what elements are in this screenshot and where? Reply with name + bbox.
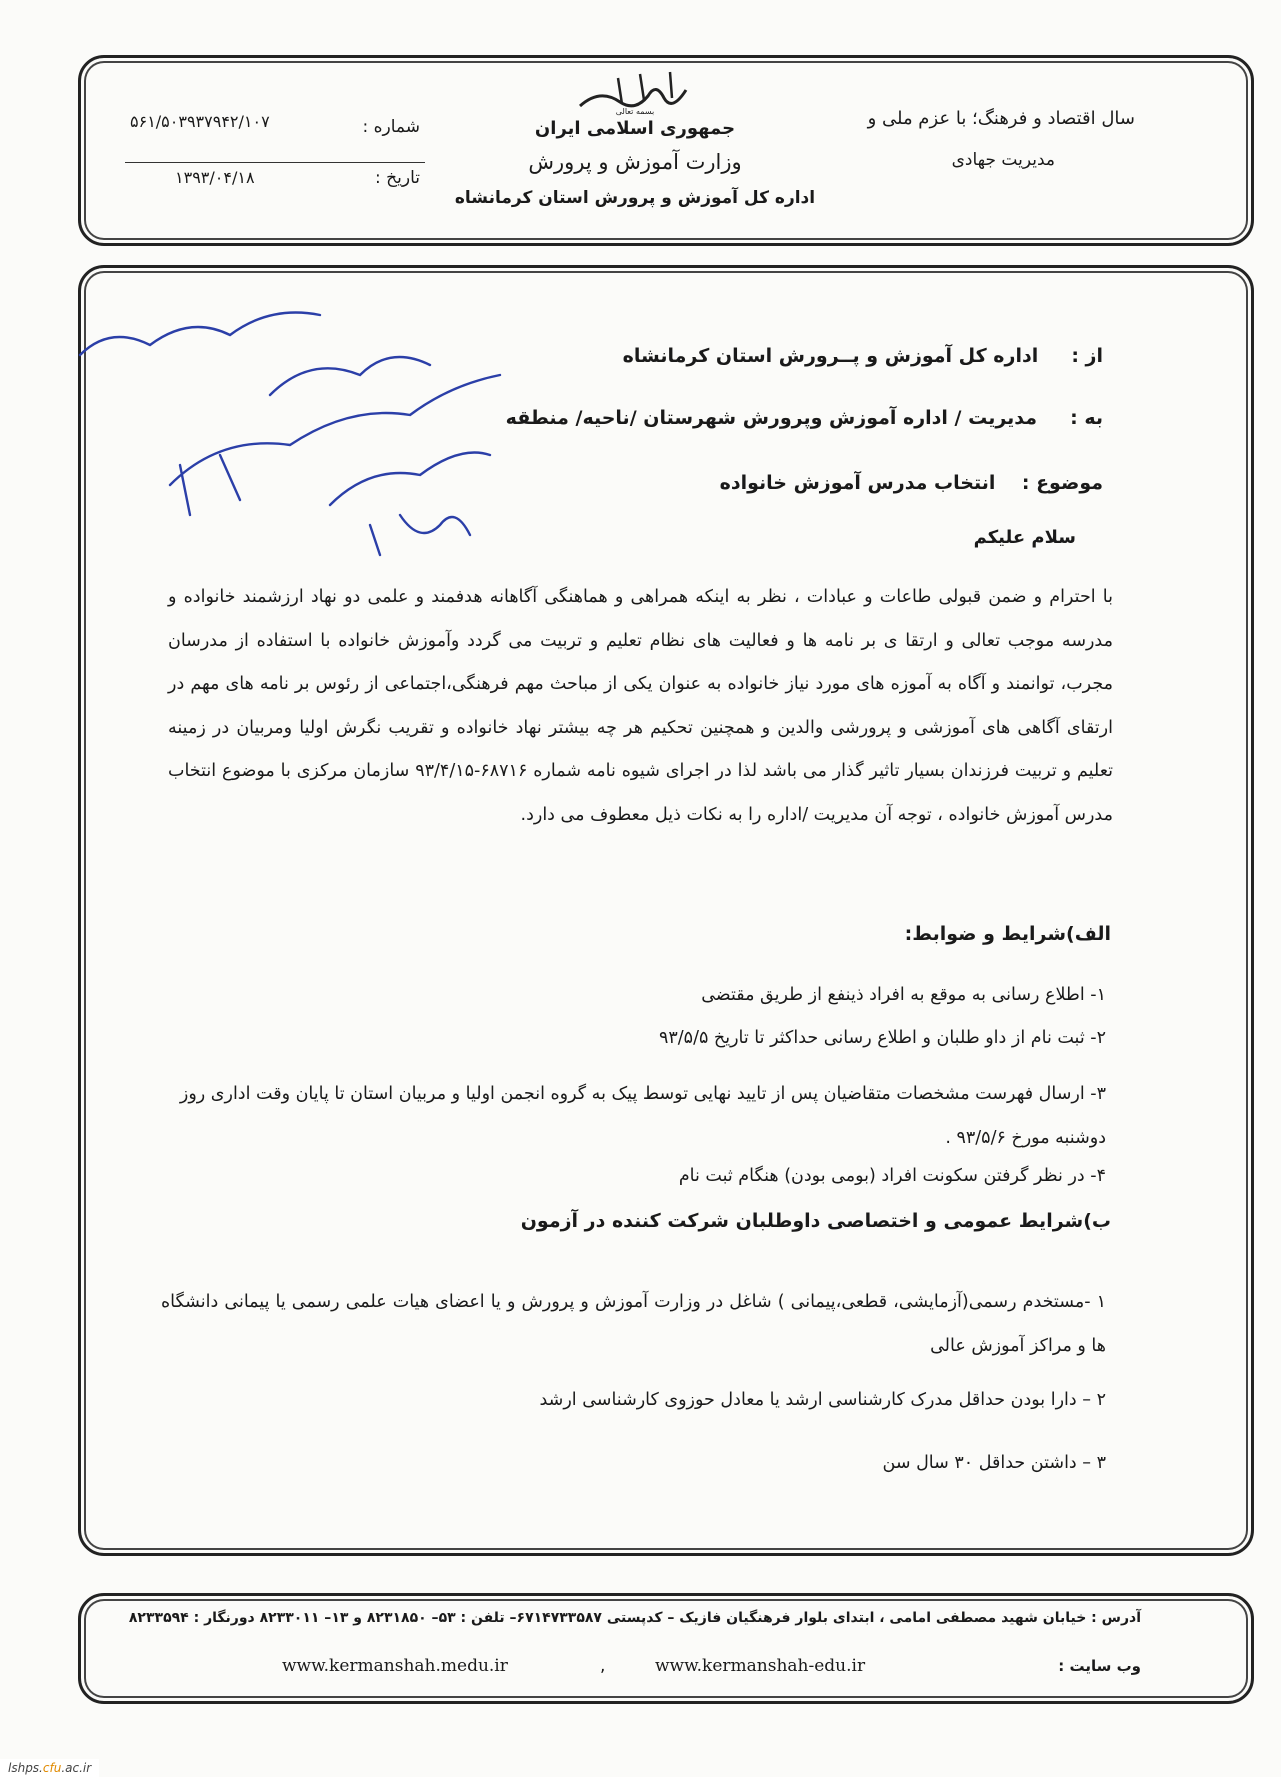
handwritten-referral-note [70, 285, 540, 585]
letter-number-label: شماره : [362, 117, 420, 137]
section-b-item: ۱ -مستخدم رسمی(آزمایشی، قطعی،پیمانی ) شاغل در وزارت آموزش و پرورش و یا اعضای هیات علمی رسمی یا پیمانی دانشگاه ها و مراکز آموزش عالی [161, 1292, 1106, 1356]
letter-date-label: تاریخ : [375, 168, 420, 188]
section-a-title: الف)شرایط و ضوابط: [904, 923, 1111, 945]
bismillah-calligraphy [560, 68, 710, 118]
handwriting-line1 [70, 325, 110, 351]
ministry-title: وزارت آموزش و پرورش [528, 150, 742, 174]
subject-value: انتخاب مدرس آموزش خانواده [719, 472, 996, 494]
republic-title: جمهوری اسلامی ایران [534, 118, 736, 139]
website-separator: , [600, 1656, 606, 1676]
subject-label: موضوع : [1021, 472, 1103, 494]
number-divider [125, 162, 425, 163]
bismillah-text: بسمه تعالی [615, 107, 655, 116]
watermark-prefix: lshps. [8, 1761, 43, 1775]
office-title: اداره کل آموزش و پرورش استان کرمانشاه [454, 188, 816, 208]
from-value: اداره کل آموزش و پــرورش استان کرمانشاه [622, 345, 1039, 367]
watermark-highlight: cfu [42, 1761, 62, 1775]
letter-date-value: ۱۳۹۳/۰۴/۱۸ [175, 168, 255, 187]
section-b-item: ۳ – داشتن حداقل ۳۰ سال سن [882, 1453, 1106, 1473]
to-row [403, 407, 1103, 429]
footer-address: آدرس : خیابان شهید مصطفی امامی ، ابتدای بلوار فرهنگیان فازیک – کدپستی ۶۷۱۴۷۳۳۵۸۷– تلفن : ۵۳– ۸۲۳۱۸۵۰ و ۱۳– ۸۲۳۳۰۱۱ دورنگار : ۸۲۳۳۵۹۴ [128, 1610, 1141, 1626]
website-label: وب سایت : [1058, 1657, 1141, 1675]
greeting: سلام علیکم [973, 527, 1076, 548]
year-slogan-line1: سال اقتصاد و فرهنگ؛ با عزم ملی و [867, 108, 1135, 129]
section-a-item: ۱- اطلاع رسانی به موقع به افراد ذینفع از طریق مقتضی [701, 985, 1106, 1005]
website-link-1[interactable]: www.kermanshah-edu.ir [655, 1656, 866, 1676]
source-watermark [0, 1759, 99, 1777]
intro-paragraph: با احترام و ضمن قبولی طاعات و عبادات ، نظر به اینکه همراهی و هماهنگی آگاهانه هدفمند و علمی دو نهاد ارزشمند خانواده و مدرسه موجب تعالی و ارتقا ی بر نامه ها و فعالیت های نظام تعلیم و تربیت می گردد وآموزش خانواده با استفاده از مدرسان مجرب، توانمند و آگاه به آموزه های مورد نیاز خانواده به عنوان یکی از مباحث مهم فرهنگی،اجتماعی از رئوس بر نامه های مهم در ارتقای آگاهی های آموزشی و پرورشی والدین و همچنین تحکیم هر چه بیشتر نهاد خانواده و تقریب نگرش اولیا ومربیان در زمینه تعلیم و تربیت فرزندان بسیار تاثیر گذار می باشد لذا در اجرای شیوه نامه شماره ۶۸۷۱۶-۹۳/۴/۱۵ سازمان مرکزی با موضوع انتخاب مدرس آموزش خانواده ، توجه آن مدیریت /اداره را به نکات ذیل معطوف می دارد. [168, 587, 1114, 825]
handwriting-line3 [70, 421, 181, 451]
to-label: به : [1070, 407, 1103, 429]
watermark-suffix: .ac.ir [61, 1761, 92, 1775]
handwriting-line4 [159, 496, 331, 521]
year-slogan-line2: مدیریت جهادی [951, 150, 1055, 170]
letter-number-value: ۵۶۱/۵۰۳۹۳۷۹۴۲/۱۰۷ [130, 112, 270, 131]
section-a-item: ۳- ارسال فهرست مشخصات متقاضیان پس از تایید نهایی توسط پیک به گروه انجمن اولیا و مربیان استان تا پایان وقت اداری روز دوشنبه مورخ ۹۳/۵/۶ . [179, 1084, 1106, 1148]
from-row [403, 345, 1103, 367]
section-b-item: ۲ – دارا بودن حداقل مدرک کارشناسی ارشد یا معادل حوزوی کارشناسی ارشد [539, 1390, 1106, 1410]
section-a-item: ۴- در نظر گرفتن سکونت افراد (بومی بودن) هنگام ثبت نام [678, 1166, 1106, 1186]
section-b-title: ب)شرایط عمومی و اختصاصی داوطلبان شرکت کننده در آزمون [520, 1210, 1111, 1232]
subject-row [403, 472, 1103, 494]
to-value: مدیریت / اداره آموزش وپرورش شهرستان /ناحیه/ منطقه [505, 407, 1038, 429]
section-a-item: ۲- ثبت نام از داو طلبان و اطلاع رسانی حداکثر تا تاریخ ۹۳/۵/۵ [658, 1028, 1106, 1048]
handwriting-line2 [225, 366, 290, 391]
from-label: از : [1071, 345, 1103, 367]
website-link-2[interactable]: www.kermanshah.medu.ir [282, 1656, 508, 1676]
